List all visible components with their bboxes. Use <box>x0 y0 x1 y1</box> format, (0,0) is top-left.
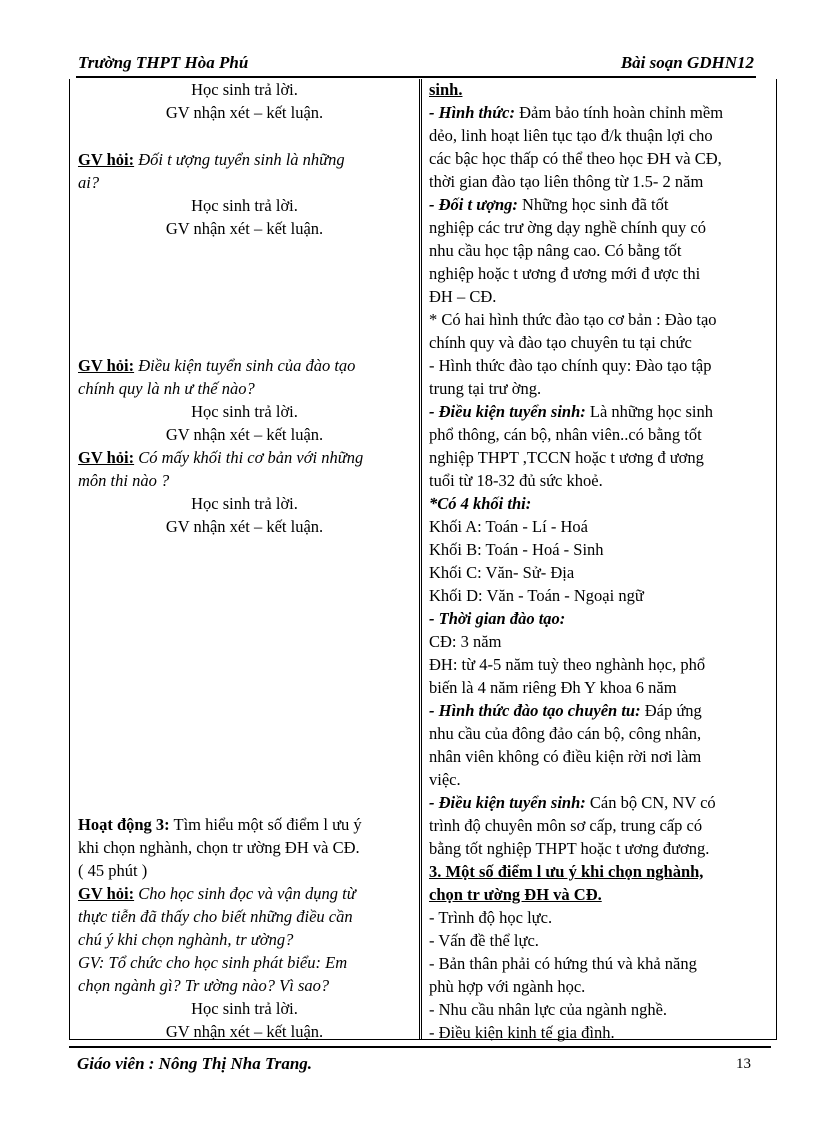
content-label: - Điều kiện tuyển sinh: <box>429 793 586 812</box>
content-line: phổ thông, cán bộ, nhân viên..có bằng tốt <box>429 425 702 444</box>
activity-text: khi chọn nghành, chọn tr ường ĐH và CĐ. <box>78 838 360 857</box>
conclusion-line: GV nhận xét – kết luận. <box>165 425 324 444</box>
content-line: biến là 4 năm riêng Đh Y khoa 6 năm <box>429 678 677 697</box>
question-text: thực tiễn đã thấy cho biết những điều cần <box>78 907 353 926</box>
content-label: - Thời gian đào tạo: <box>429 609 566 628</box>
question-line <box>78 883 356 905</box>
content-line <box>429 194 668 216</box>
content-label: *Có 4 khối thi: <box>429 494 532 513</box>
answer-line: Học sinh trả lời. <box>191 80 298 99</box>
content-line: trình độ chuyên môn sơ cấp, trung cấp có <box>429 816 703 835</box>
content-text: Cán bộ CN, NV có <box>585 793 716 812</box>
content-line: - Trình độ học lực. <box>429 908 553 927</box>
activity-duration: ( 45 phút ) <box>78 861 148 880</box>
content-line: nghiệp hoặc t ương đ ương mới đ ược thi <box>429 264 701 283</box>
content-line: thời gian đào tạo liên thông từ 1.5- 2 năm <box>429 172 704 191</box>
lesson-table <box>69 79 777 1040</box>
content-line: nhu cầu học tập nâng cao. Có bằng tốt <box>429 241 682 260</box>
content-line: dẻo, linh hoạt liên tục tạo đ/k thuận lợi cho <box>429 126 713 145</box>
question-text: chú ý khi chọn nghành, tr ường? <box>78 930 294 949</box>
exam-block: Khối A: Toán - Lí - Hoá <box>429 517 588 536</box>
lesson-title: Bài soạn GDHN12 <box>620 53 754 72</box>
question-line <box>78 355 355 377</box>
column-divider <box>419 79 420 1039</box>
content-line <box>429 102 723 124</box>
content-line: nghiệp các trư ờng dạy nghề chính quy có <box>429 218 707 237</box>
answer-line: Học sinh trả lời. <box>191 494 298 513</box>
content-line: nhân viên không có điều kiện rời nơi làm <box>429 747 702 766</box>
content-line: CĐ: 3 năm <box>429 632 502 651</box>
activity-label: Hoạt động 3: <box>78 815 170 834</box>
content-line: - Hình thức đào tạo chính quy: Đào tạo tập <box>429 356 712 375</box>
content-line: sinh. <box>429 80 463 99</box>
activity-text: Tìm hiểu một số điểm l ưu ý <box>169 815 362 834</box>
content-line: * Có hai hình thức đào tạo cơ bản : Đào tạo <box>429 310 717 329</box>
exam-block: Khối D: Văn - Toán - Ngoại ngữ <box>429 586 644 605</box>
answer-line: Học sinh trả lời. <box>191 402 298 421</box>
answer-line: Học sinh trả lời. <box>191 999 298 1018</box>
question-line <box>78 447 363 469</box>
question-text: môn thi nào ? <box>78 471 170 490</box>
content-line: các bậc học thấp có thể theo học ĐH và CĐ, <box>429 149 722 168</box>
content-line: chính quy và đào tạo chuyên tu tại chức <box>429 333 692 352</box>
conclusion-line: GV nhận xét – kết luận. <box>165 103 324 122</box>
content-line: - Vấn đề thể lực. <box>429 931 539 950</box>
question-text: chọn ngành gì? Tr ường nào? Vì sao? <box>78 976 330 995</box>
question-label: GV hỏi: <box>78 356 135 375</box>
question-label: GV hỏi: <box>78 448 135 467</box>
content-line <box>429 401 713 423</box>
question-text: GV: Tổ chức cho học sinh phát biểu: Em <box>78 953 348 972</box>
section-heading: 3. Một số điểm l ưu ý khi chọn nghành, <box>429 862 704 881</box>
content-line: trung tại trư ờng. <box>429 379 542 398</box>
content-label: - Đối t ượng: <box>429 195 518 214</box>
content-label: - Điều kiện tuyển sinh: <box>429 402 586 421</box>
exam-block: Khối C: Văn- Sử- Địa <box>429 563 575 582</box>
content-line: tuổi từ 18-32 đủ sức khoẻ. <box>429 471 603 490</box>
answer-line: Học sinh trả lời. <box>191 196 298 215</box>
content-line: việc. <box>429 770 461 789</box>
conclusion-line: GV nhận xét – kết luận. <box>165 219 324 238</box>
content-line: ĐH: từ 4-5 năm tuỳ theo nghành học, phổ <box>429 655 706 674</box>
content-line: nhu cầu của đông đảo cán bộ, công nhân, <box>429 724 702 743</box>
content-text: Là những học sinh <box>585 402 713 421</box>
question-label: GV hỏi: <box>78 150 135 169</box>
content-line: nghiệp THPT ,TCCN hoặc t ương đ ương <box>429 448 704 467</box>
exam-block: Khối B: Toán - Hoá - Sinh <box>429 540 604 559</box>
conclusion-line: GV nhận xét – kết luận. <box>165 1022 324 1041</box>
content-line <box>429 700 702 722</box>
activity-line <box>78 814 362 836</box>
question-text: Đối t ượng tuyển sinh là những <box>134 150 345 169</box>
content-line: bằng tốt nghiệp THPT hoặc t ương đương. <box>429 839 710 858</box>
question-text: chính quy là nh ư thế nào? <box>78 379 255 398</box>
content-column <box>421 79 776 1042</box>
content-label: - Hình thức: <box>429 103 515 122</box>
content-text: Đảm bảo tính hoàn chỉnh mềm <box>514 103 724 122</box>
question-line <box>78 149 345 171</box>
content-line: - Điều kiện kinh tế gia đình. <box>429 1023 615 1042</box>
content-text: Những học sinh đã tốt <box>517 195 669 214</box>
teacher-activity-column <box>70 79 419 1039</box>
content-line <box>429 792 716 814</box>
content-line: - Nhu cầu nhân lực của ngành nghề. <box>429 1000 668 1019</box>
school-name: Trường THPT Hòa Phú <box>78 53 249 72</box>
question-text: Cho học sinh đọc và vận dụng từ <box>134 884 356 903</box>
section-heading: chọn tr ường ĐH và CĐ. <box>429 885 602 904</box>
content-line: - Bản thân phải có hứng thú và khả năng <box>429 954 697 973</box>
question-text: ai? <box>78 173 100 192</box>
content-label: - Hình thức đào tạo chuyên tu: <box>429 701 641 720</box>
content-line: phù hợp với ngành học. <box>429 977 586 996</box>
page-header <box>76 50 756 78</box>
content-line: ĐH – CĐ. <box>429 287 497 306</box>
question-text: Có mấy khối thi cơ bản với những <box>134 448 364 467</box>
conclusion-line: GV nhận xét – kết luận. <box>165 517 324 536</box>
content-text: Đáp ứng <box>640 701 702 720</box>
page-footer <box>69 1046 771 1078</box>
question-label: GV hỏi: <box>78 884 135 903</box>
question-text: Điều kiện tuyển sinh của đào tạo <box>134 356 356 375</box>
teacher-name: Giáo viên : Nông Thị Nha Trang. <box>77 1054 313 1073</box>
page-number: 13 <box>736 1056 751 1072</box>
